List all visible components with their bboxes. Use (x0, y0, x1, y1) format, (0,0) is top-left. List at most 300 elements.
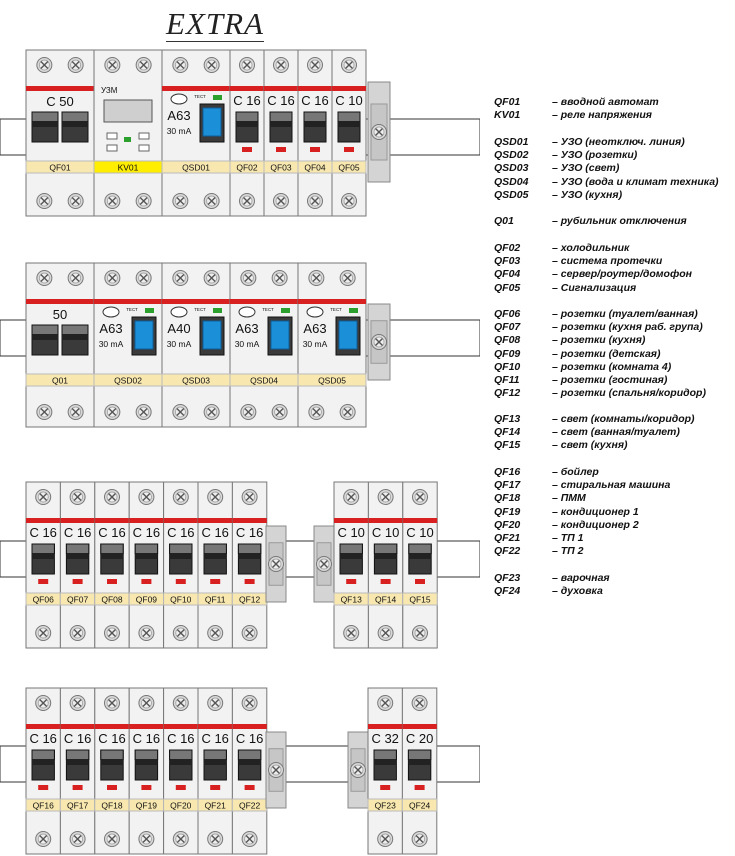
terminal-screw (413, 490, 428, 505)
breaker-rating: C 16 (235, 525, 264, 540)
legend-item (494, 189, 734, 202)
legend-item (494, 492, 734, 505)
terminal-screw (340, 405, 355, 420)
relay-display (104, 100, 152, 122)
red-band (162, 299, 230, 304)
legend-description: – рубильник отключения (552, 215, 687, 227)
rcd-rating: A63 (235, 321, 259, 336)
terminal-screw (136, 271, 151, 286)
legend-item (494, 585, 734, 598)
terminal-screw (241, 271, 256, 286)
rcd-sensitivity: 30 mA (98, 339, 124, 349)
legend-code: QSD05 (494, 188, 529, 201)
legend-item (494, 545, 734, 558)
test-button (171, 307, 187, 317)
terminal-screw (68, 405, 83, 420)
rcd-lever (203, 321, 221, 349)
legend-description: – ПММ (552, 492, 586, 505)
relay-button (139, 133, 149, 139)
breaker-rating: C 16 (301, 93, 329, 108)
terminal-screw (240, 194, 255, 209)
breaker-rating: C 16 (29, 525, 57, 540)
red-band (230, 299, 298, 304)
legend-code: Q01 (494, 215, 514, 227)
red-band (298, 86, 332, 91)
device-qf16 (26, 688, 60, 854)
breaker-rating: C 16 (201, 525, 229, 540)
rcd-lever (135, 321, 153, 349)
device-qf20 (164, 688, 198, 854)
legend-code: QF10 (494, 360, 521, 373)
breaker-lever (101, 750, 123, 780)
device-qf12 (232, 482, 266, 648)
breaker-label: QF14 (374, 594, 397, 605)
trip-indicator (415, 579, 425, 584)
trip-indicator (38, 579, 48, 584)
legend-code: QF13 (494, 413, 521, 425)
legend-code: QF17 (494, 479, 521, 492)
device-label: QSD05 (318, 375, 346, 386)
trip-indicator (276, 147, 286, 152)
terminal-screw (269, 557, 284, 572)
rcd-sensitivity: 30 mA (302, 339, 328, 349)
terminal-screw (173, 490, 188, 505)
terminal-screw (378, 490, 393, 505)
legend-description: – свет (комнаты/коридор) (552, 413, 695, 425)
red-band (95, 518, 129, 523)
device-qf10 (164, 482, 198, 648)
test-button (307, 307, 323, 317)
device-qf07 (60, 482, 94, 648)
device-qf19 (129, 688, 163, 854)
rcd-sensitivity: 30 mA (166, 126, 192, 136)
breaker-lever (66, 544, 88, 574)
legend-group (494, 572, 734, 598)
legend-description: – вводной автомат (552, 96, 659, 108)
breaker-label: QF23 (374, 800, 396, 811)
legend-description: – УЗО (свет) (552, 162, 620, 175)
breaker-rating: C 16 (132, 731, 161, 746)
legend-description: – стиральная машина (552, 479, 671, 492)
legend-code: QF24 (494, 585, 521, 598)
terminal-screw (274, 58, 289, 73)
terminal-screw (139, 832, 154, 847)
trip-indicator (176, 785, 186, 790)
breaker-rating: C 16 (98, 731, 126, 746)
rcd-indicator (213, 95, 222, 100)
device-qsd05 (298, 263, 366, 427)
red-band (264, 86, 298, 91)
breaker-lever (135, 750, 157, 780)
legend-item (494, 308, 734, 321)
terminal-screw (378, 626, 393, 641)
terminal-screw (378, 696, 393, 711)
red-band (368, 724, 402, 729)
terminal-screw (36, 626, 51, 641)
terminal-screw (105, 194, 120, 209)
breaker-label: QF04 (304, 162, 326, 173)
legend-code: QF03 (494, 255, 521, 268)
device-qf22 (232, 688, 266, 854)
red-band (26, 518, 60, 523)
legend-code: QF23 (494, 572, 521, 584)
legend-description: – розетки (спальня/коридор) (552, 387, 706, 400)
rcd-rating: A40 (167, 321, 191, 336)
breaker-rating: C 16 (233, 93, 261, 108)
legend-code: QF12 (494, 387, 521, 400)
legend-code: QF05 (494, 281, 521, 294)
terminal-screw (204, 58, 219, 73)
legend-description: – УЗО (розетки) (552, 149, 638, 162)
terminal-screw (173, 626, 188, 641)
relay-led (124, 137, 131, 142)
breaker-lever (340, 544, 362, 574)
legend-code: QF18 (494, 492, 521, 505)
terminal-screw (208, 626, 223, 641)
legend-description: – УЗО (кухня) (552, 188, 623, 201)
trip-indicator (245, 579, 255, 584)
terminal-screw (372, 125, 387, 140)
terminal-screw (105, 626, 120, 641)
rcd-lever (339, 321, 357, 349)
legend-description: – кондиционер 2 (552, 518, 639, 531)
legend-description: – реле напряжения (552, 109, 652, 122)
terminal-screw (344, 490, 359, 505)
breaker-rating: C 16 (63, 731, 92, 746)
breaker-label: QF21 (204, 800, 226, 811)
breaker-lever (170, 750, 192, 780)
terminal-screw (272, 271, 287, 286)
breaker-label: QF22 (238, 800, 261, 811)
device-lever (62, 325, 88, 355)
breaker-lever (32, 544, 54, 574)
rcd-test-label: ТЕСТ (194, 94, 206, 99)
terminal-screw (413, 626, 428, 641)
terminal-screw (136, 194, 151, 209)
red-band (198, 518, 232, 523)
terminal-screw (105, 405, 120, 420)
breaker-label: QF24 (408, 800, 431, 811)
breaker-lever (374, 750, 396, 780)
trip-indicator (242, 147, 252, 152)
legend-item (494, 136, 734, 149)
legend-item (494, 215, 734, 228)
breaker-lever (236, 112, 258, 142)
device-qf15 (403, 482, 437, 648)
red-band (162, 86, 230, 91)
breaker-lever (270, 112, 292, 142)
rcd-sensitivity: 30 mA (166, 339, 192, 349)
terminal-screw (105, 271, 120, 286)
device-label: QSD03 (182, 375, 210, 386)
legend-item (494, 96, 734, 109)
breaker-label: QF20 (170, 800, 192, 811)
device-qsd02 (94, 263, 162, 427)
trip-indicator (210, 785, 220, 790)
legend-code: QF20 (494, 518, 521, 531)
device-label: KV01 (117, 162, 139, 173)
device-label: QSD02 (114, 375, 142, 386)
legend-group (494, 242, 734, 295)
terminal-screw (36, 490, 51, 505)
terminal-screw (242, 832, 257, 847)
relay-button (107, 133, 117, 139)
legend-description: – ТП 2 (552, 545, 584, 558)
legend-group (494, 413, 734, 453)
trip-indicator (107, 785, 117, 790)
legend-code: QF02 (494, 242, 521, 254)
legend-item (494, 387, 734, 400)
terminal-screw (70, 490, 85, 505)
red-band (403, 518, 437, 523)
device-qf14 (368, 482, 402, 648)
terminal-screw (70, 626, 85, 641)
terminal-screw (412, 696, 427, 711)
legend-item (494, 149, 734, 162)
legend-item (494, 506, 734, 519)
legend-description: – розетки (гостиная) (552, 373, 668, 386)
breaker-label: QF13 (340, 594, 362, 605)
breaker-rating: C 16 (132, 525, 161, 540)
trip-indicator (310, 147, 320, 152)
end-stop (314, 526, 334, 602)
legend-item (494, 479, 734, 492)
breaker-lever (170, 544, 192, 574)
legend-code: QF06 (494, 308, 521, 320)
device-label: QSD01 (182, 162, 210, 173)
legend-item (494, 176, 734, 189)
device-kv01 (94, 50, 162, 216)
legend-code: QF19 (494, 505, 521, 518)
device-qsd03 (162, 263, 230, 427)
device-rating: 50 (52, 307, 68, 322)
end-stop (368, 304, 390, 380)
legend-description: – бойлер (552, 466, 599, 478)
red-band (198, 724, 232, 729)
legend-description: – розетки (комната 4) (552, 360, 672, 373)
legend-code: QF04 (494, 268, 521, 281)
terminal-screw (37, 58, 52, 73)
terminal-screw (139, 490, 154, 505)
legend-item (494, 413, 734, 426)
legend-item (494, 255, 734, 268)
legend-description: – система протечки (552, 255, 663, 268)
legend-code: QF15 (494, 439, 521, 452)
legend-code: QF07 (494, 321, 521, 334)
legend-code: QSD04 (494, 175, 529, 188)
device-rating: C 50 (46, 94, 74, 109)
legend-description: – розетки (кухня) (552, 334, 646, 347)
terminal-screw (269, 763, 284, 778)
legend-item (494, 519, 734, 532)
terminal-screw (105, 58, 120, 73)
terminal-screw (139, 626, 154, 641)
breaker-lever (374, 544, 396, 574)
legend-description: – ТП 1 (552, 531, 584, 544)
breaker-rating: C 16 (201, 731, 229, 746)
legend-code: QF22 (494, 545, 521, 558)
legend-item (494, 109, 734, 122)
rcd-rating: A63 (167, 108, 191, 123)
breaker-lever (238, 544, 260, 574)
device-qf17 (60, 688, 94, 854)
terminal-screw (309, 271, 324, 286)
legend-code: QF09 (494, 347, 521, 360)
test-button (103, 307, 119, 317)
end-stop (266, 526, 286, 602)
legend-item (494, 321, 734, 334)
terminal-screw (136, 405, 151, 420)
legend-group (494, 136, 734, 202)
legend-item (494, 439, 734, 452)
legend-item (494, 426, 734, 439)
terminal-screw (70, 696, 85, 711)
legend-item (494, 268, 734, 281)
red-band (60, 518, 94, 523)
red-band (164, 518, 198, 523)
legend-description: – сервер/роутер/домофон (552, 268, 693, 281)
trip-indicator (73, 785, 83, 790)
trip-indicator (73, 579, 83, 584)
device-qsd01 (162, 50, 230, 216)
terminal-screw (136, 58, 151, 73)
terminal-screw (208, 696, 223, 711)
breaker-label: QF06 (32, 594, 54, 605)
legend-description: – розетки (кухня раб. групa) (552, 321, 703, 334)
red-band (60, 724, 94, 729)
rcd-sensitivity: 30 mA (234, 339, 260, 349)
breaker-rating: C 16 (235, 731, 264, 746)
test-button (239, 307, 255, 317)
terminal-screw (309, 405, 324, 420)
terminal-screw (272, 405, 287, 420)
breaker-rating: C 16 (167, 525, 195, 540)
breaker-label: QF12 (238, 594, 261, 605)
red-band (232, 724, 266, 729)
legend-item (494, 334, 734, 347)
device-label: QSD04 (250, 375, 278, 386)
breaker-label: QF05 (338, 162, 360, 173)
breaker-rating: C 16 (98, 525, 126, 540)
red-band (332, 86, 366, 91)
legend-item (494, 572, 734, 585)
terminal-screw (204, 271, 219, 286)
terminal-screw (208, 832, 223, 847)
terminal-screw (242, 490, 257, 505)
rcd-test-label: ТЕСТ (262, 307, 274, 312)
red-band (94, 299, 162, 304)
breaker-label: QF08 (101, 594, 123, 605)
device-qf21 (198, 688, 232, 854)
breaker-lever (238, 750, 260, 780)
legend-code: QF21 (494, 531, 521, 544)
end-stop (266, 732, 286, 808)
terminal-screw (173, 58, 188, 73)
legend-description: – холодильник (552, 242, 630, 254)
terminal-screw (378, 832, 393, 847)
terminal-screw (342, 58, 357, 73)
legend-description: – свет (кухня) (552, 439, 628, 452)
red-band (298, 299, 366, 304)
legend-description: – УЗО (неотключ. линия) (552, 136, 685, 148)
legend-code: QF14 (494, 426, 521, 439)
legend-code: QSD02 (494, 149, 529, 162)
breaker-label: QF11 (204, 594, 226, 605)
terminal-screw (204, 194, 219, 209)
trip-indicator (344, 147, 354, 152)
terminal-screw (139, 696, 154, 711)
legend-item (494, 466, 734, 479)
terminal-screw (308, 194, 323, 209)
red-band (95, 724, 129, 729)
breaker-rating: C 10 (371, 525, 400, 540)
terminal-screw (37, 194, 52, 209)
breaker-label: QF09 (135, 594, 158, 605)
terminal-screw (344, 626, 359, 641)
terminal-screw (308, 58, 323, 73)
trip-indicator (210, 579, 220, 584)
breaker-label: QF19 (135, 800, 158, 811)
device-qf13 (334, 482, 368, 648)
rcd-indicator (349, 308, 358, 313)
device-qf11 (198, 482, 232, 648)
trip-indicator (107, 579, 117, 584)
device-qf01 (26, 50, 94, 216)
terminal-screw (173, 194, 188, 209)
device-q01 (26, 263, 94, 427)
terminal-screw (342, 194, 357, 209)
trip-indicator (141, 785, 151, 790)
rcd-indicator (213, 308, 222, 313)
terminal-screw (68, 58, 83, 73)
device-lever (62, 112, 88, 142)
device-body (94, 50, 162, 216)
rcd-indicator (281, 308, 290, 313)
terminal-screw (70, 832, 85, 847)
trip-indicator (415, 785, 425, 790)
device-qf03 (264, 50, 298, 216)
legend-item (494, 242, 734, 255)
breaker-rating: C 32 (371, 731, 399, 746)
terminal-screw (37, 271, 52, 286)
relay-button (139, 145, 149, 151)
end-stop (348, 732, 368, 808)
legend-group (494, 96, 734, 122)
terminal-screw (68, 271, 83, 286)
device-label: Q01 (51, 375, 69, 386)
device-qf18 (95, 688, 129, 854)
rcd-test-label: ТЕСТ (194, 307, 206, 312)
terminal-screw (37, 405, 52, 420)
legend-description: – УЗО (вода и климат техника) (552, 175, 719, 188)
terminal-screw (68, 194, 83, 209)
terminal-screw (204, 405, 219, 420)
breaker-label: QF15 (409, 594, 431, 605)
trip-indicator (176, 579, 186, 584)
device-qf23 (368, 688, 402, 854)
rcd-lever (203, 108, 221, 136)
device-qf04 (298, 50, 332, 216)
breaker-lever (204, 750, 226, 780)
breaker-label: QF17 (66, 800, 89, 811)
terminal-screw (105, 832, 120, 847)
terminal-screw (241, 405, 256, 420)
legend-item (494, 282, 734, 295)
breaker-lever (338, 112, 360, 142)
breaker-label: QF10 (170, 594, 192, 605)
trip-indicator (346, 579, 356, 584)
legend-code: QF11 (494, 373, 520, 386)
